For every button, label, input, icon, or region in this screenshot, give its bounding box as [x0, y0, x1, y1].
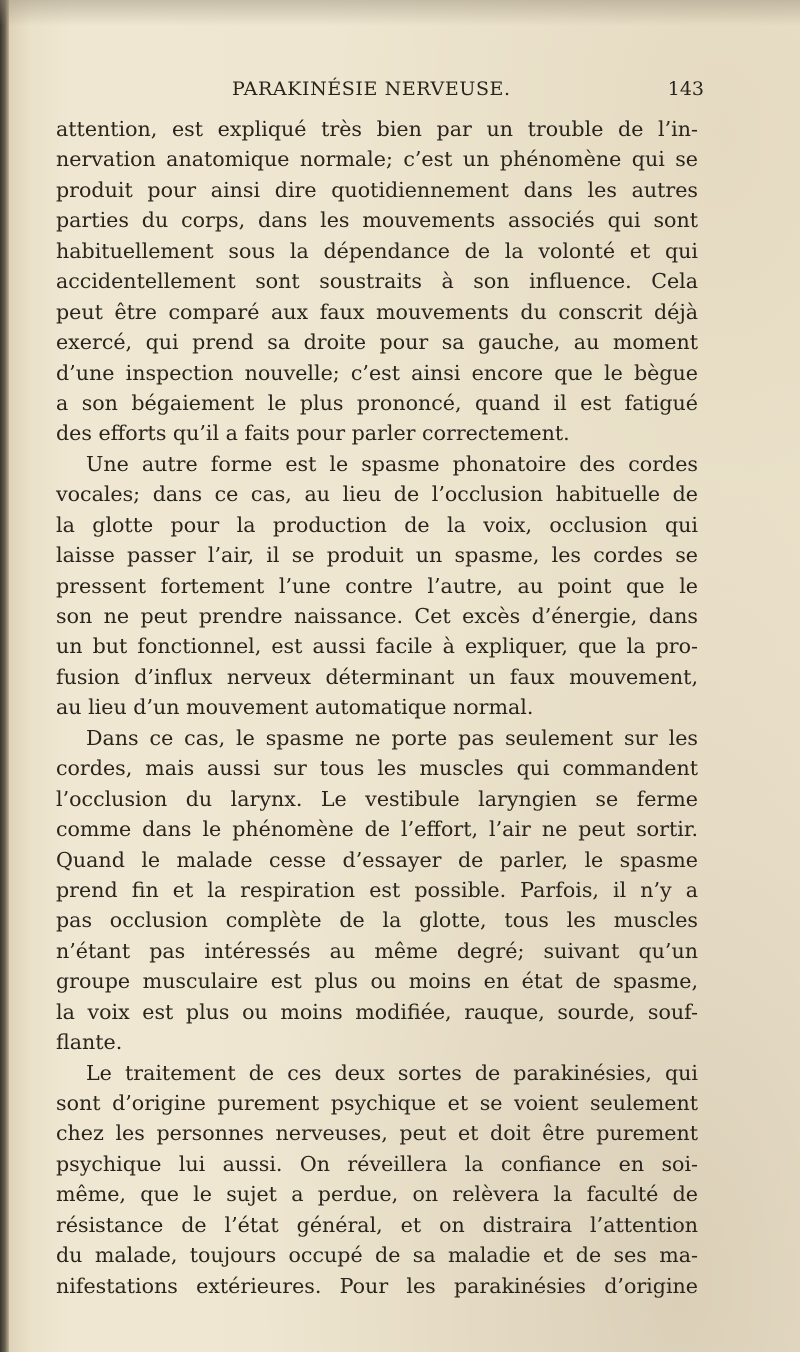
text-line: sont d’origine purement psychique et se voient seulement: [56, 1091, 698, 1115]
text-line: groupe musculaire est plus ou moins en état de spasme,: [56, 969, 698, 994]
text-line: parties du corps, dans les mouvements associés qui sont: [56, 208, 698, 233]
text-line: psychique lui aussi. On réveillera la confiance en soi-: [56, 1151, 698, 1176]
text-line: laisse passer l’air, il se produit un spasme, les cordes se: [56, 543, 698, 568]
text-line: fusion d’influx nerveux déterminant un faux mouvement,: [56, 664, 698, 689]
text-line: pressent fortement l’une contre l’autre, au point que le: [56, 573, 698, 598]
text-line: Quand le malade cesse d’essayer de parler, le spasme: [56, 847, 698, 872]
text-line: la glotte pour la production de la voix, occlusion qui: [56, 512, 698, 537]
text-line: a son bégaiement le plus prononcé, quand il est fatigué: [56, 390, 698, 415]
text-line: la voix est plus ou moins modifiée, rauque, sourde, souf-: [56, 999, 698, 1024]
text-line: accidentellement sont soustraits à son influence. Cela: [56, 269, 698, 294]
text-line: chez les personnes nerveuses, peut et doit être purement: [56, 1121, 698, 1146]
text-line: Le traitement de ces deux sortes de parakinésies, qui: [86, 1060, 698, 1085]
body-text: [56, 114, 698, 1301]
text-line: cordes, mais aussi sur tous les muscles qui commandent: [56, 756, 698, 781]
text-line: prend fin et la respiration est possible. Parfois, il n’y a: [56, 877, 698, 902]
text-line: peut être comparé aux faux mouvements du conscrit déjà: [56, 299, 698, 324]
running-header-title: PARAKINÉSIE NERVEUSE.: [232, 78, 511, 100]
text-line: Une autre forme est le spasme phonatoire des cordes: [86, 451, 698, 476]
text-line: l’occlusion du larynx. Le vestibule laryngien se ferme: [56, 786, 698, 811]
text-line: habituellement sous la dépendance de la volonté et qui: [56, 238, 698, 263]
text-line: n’étant pas intéressés au même degré; suivant qu’un: [56, 938, 698, 963]
text-line: vocales; dans ce cas, au lieu de l’occlusion habituelle de: [56, 482, 698, 507]
text-line: produit pour ainsi dire quotidiennement dans les autres: [56, 177, 698, 202]
text-line: flante.: [56, 1030, 123, 1055]
text-line: nifestations extérieures. Pour les parakinésies d’origine: [56, 1273, 698, 1298]
page-binding-edge: [0, 0, 9, 1352]
text-line: au lieu d’un mouvement automatique normal.: [56, 695, 534, 720]
text-line: même, que le sujet a perdue, on relèvera la faculté de: [56, 1182, 698, 1207]
text-line: Dans ce cas, le spasme ne porte pas seulement sur les: [86, 725, 698, 750]
page-top-shadow: [0, 0, 800, 26]
text-line: son ne peut prendre naissance. Cet excès d’énergie, dans: [56, 604, 698, 628]
text-line: des efforts qu’il a faits pour parler correctement.: [56, 421, 570, 446]
text-line: exercé, qui prend sa droite pour sa gauche, au moment: [56, 330, 698, 355]
running-header: [0, 76, 800, 102]
text-line: résistance de l’état général, et on distraira l’attention: [56, 1212, 698, 1237]
text-line: un but fonctionnel, est aussi facile à expliquer, que la pro-: [56, 634, 698, 659]
page-number: 143: [667, 78, 704, 100]
text-line: nervation anatomique normale; c’est un phénomène qui se: [56, 147, 698, 172]
text-line: attention, est expliqué très bien par un trouble de l’in-: [56, 117, 698, 141]
text-line: du malade, toujours occupé de sa maladie et de ses ma-: [56, 1243, 698, 1268]
text-line: pas occlusion complète de la glotte, tous les muscles: [56, 908, 698, 933]
text-line: comme dans le phénomène de l’effort, l’air ne peut sortir.: [56, 817, 698, 842]
text-line: d’une inspection nouvelle; c’est ainsi encore que le bègue: [56, 360, 698, 385]
